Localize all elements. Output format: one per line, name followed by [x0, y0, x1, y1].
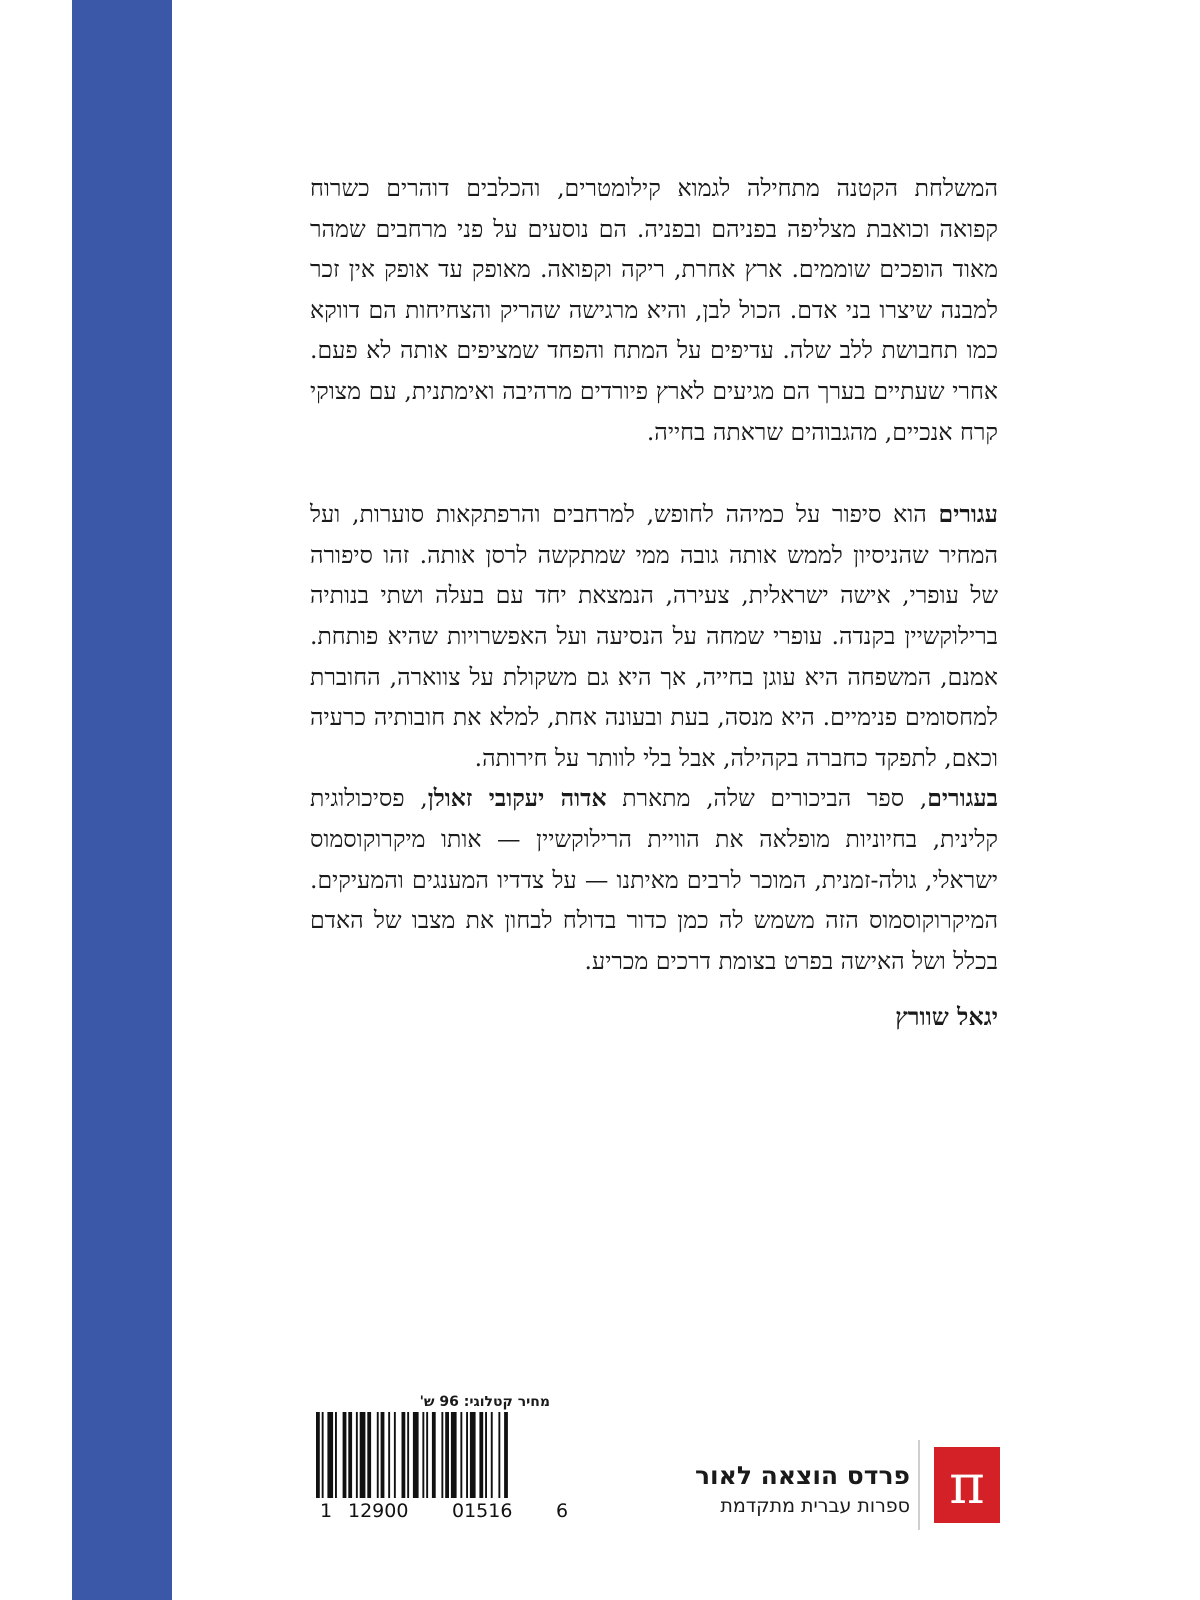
catalog-price: מחיר קטלוגי: 96 ש' [419, 1394, 550, 1410]
barcode-bars [312, 1412, 560, 1502]
blurb-paragraph-2 [310, 494, 998, 778]
barcode [312, 1412, 560, 1502]
book-title-bold-2: בעגורים [927, 784, 998, 813]
barcode-digits [312, 1500, 572, 1528]
pi-logo-icon [934, 1447, 1000, 1523]
blurb-paragraph-3-text-a: , ספר הביכורים שלה, מתארת [606, 784, 928, 813]
back-cover-blurb [310, 168, 998, 1038]
barcode-digit-group: 6 [556, 1500, 569, 1522]
publisher-name: פרדס הוצאה לאור [694, 1461, 910, 1490]
barcode-digit-group: 1 [320, 1500, 333, 1522]
barcode-digit-group: 01516 [452, 1500, 513, 1522]
blurb-paragraph-3-text-b: , פסיכולוגית קלינית, בחיוניות מופלאה את הוויית הרילוקשיין — אותו מיקרוקוסמוס ישראלי, גולה-זמנית, המוכר לרבים מאיתנו — על צדדיו המענגים והמעיקים. המיקרוקוסמוס הזה משמש לה כמן כדור בדולח לבחון את מצבו של האדם בכלל ושל האישה בפרט בצומת דרכים מכריע. [310, 784, 998, 975]
barcode-digit-group: 12900 [348, 1500, 409, 1522]
spine-stripe [72, 0, 172, 1600]
blurb-paragraph-2-text: הוא סיפור על כמיהה לחופש, למרחבים והרפתקאות סוערות, ועל המחיר שהניסיון לממש אותה גובה ממי שמתקשה לרסן אותה. זהו סיפורה של עופרי, אישה ישראלית, צעירה, הנמצאת יחד עם בעלה ושתי בנותיה ברילוקשיין בקנדה. עופרי שמחה על הנסיעה ועל האפשרויות שהיא פותחת. אמנם, המשפחה היא עוגן בחייה, אך היא גם משקולת על צווארה, החוברת למחסומים פנימיים. היא מנסה, בעת ובעונה אחת, למלא את חובותיה כרעיה וכאם, לתפקד כחברה בקהילה, אבל בלי לוותר על חירותה. [310, 500, 998, 772]
publisher-block [660, 1460, 910, 1520]
author-name-bold: אדוה יעקובי זאולן [427, 784, 607, 813]
book-title-bold: עגורים [938, 500, 998, 529]
blurb-paragraph-3 [310, 778, 998, 981]
logo-symbol: π [949, 1453, 985, 1516]
blurb-paragraph-1: המשלחת הקטנה מתחילה לגמוא קילומטרים, והכלבים דוהרים כשרוח קפואה וכואבת מצליפה בפניהם ובפניה. הם נוסעים על פני מרחבים שמהר מאוד הופכים שוממים. ארץ אחרת, ריקה וקפואה. מאופק עד אופק אין זכר למבנה שיצרו בני אדם. הכול לבן, והיא מרגישה שהריק והצחיחות הם דווקא כמו תחבושת ללב שלה. עדיפים על המתח והפחד שמציפים אותה לא פעם. אחרי שעתיים בערך הם מגיעים לארץ פיורדים מרהיבה ואימתנית, עם מצוקי קרח אנכיים, מהגבוהים שראתה בחייה. [310, 174, 998, 446]
reviewer-signature: יגאל שוורץ [895, 1002, 998, 1032]
publisher-tagline: ספרות עברית מתקדמת [720, 1495, 910, 1517]
logo-divider [918, 1440, 920, 1530]
